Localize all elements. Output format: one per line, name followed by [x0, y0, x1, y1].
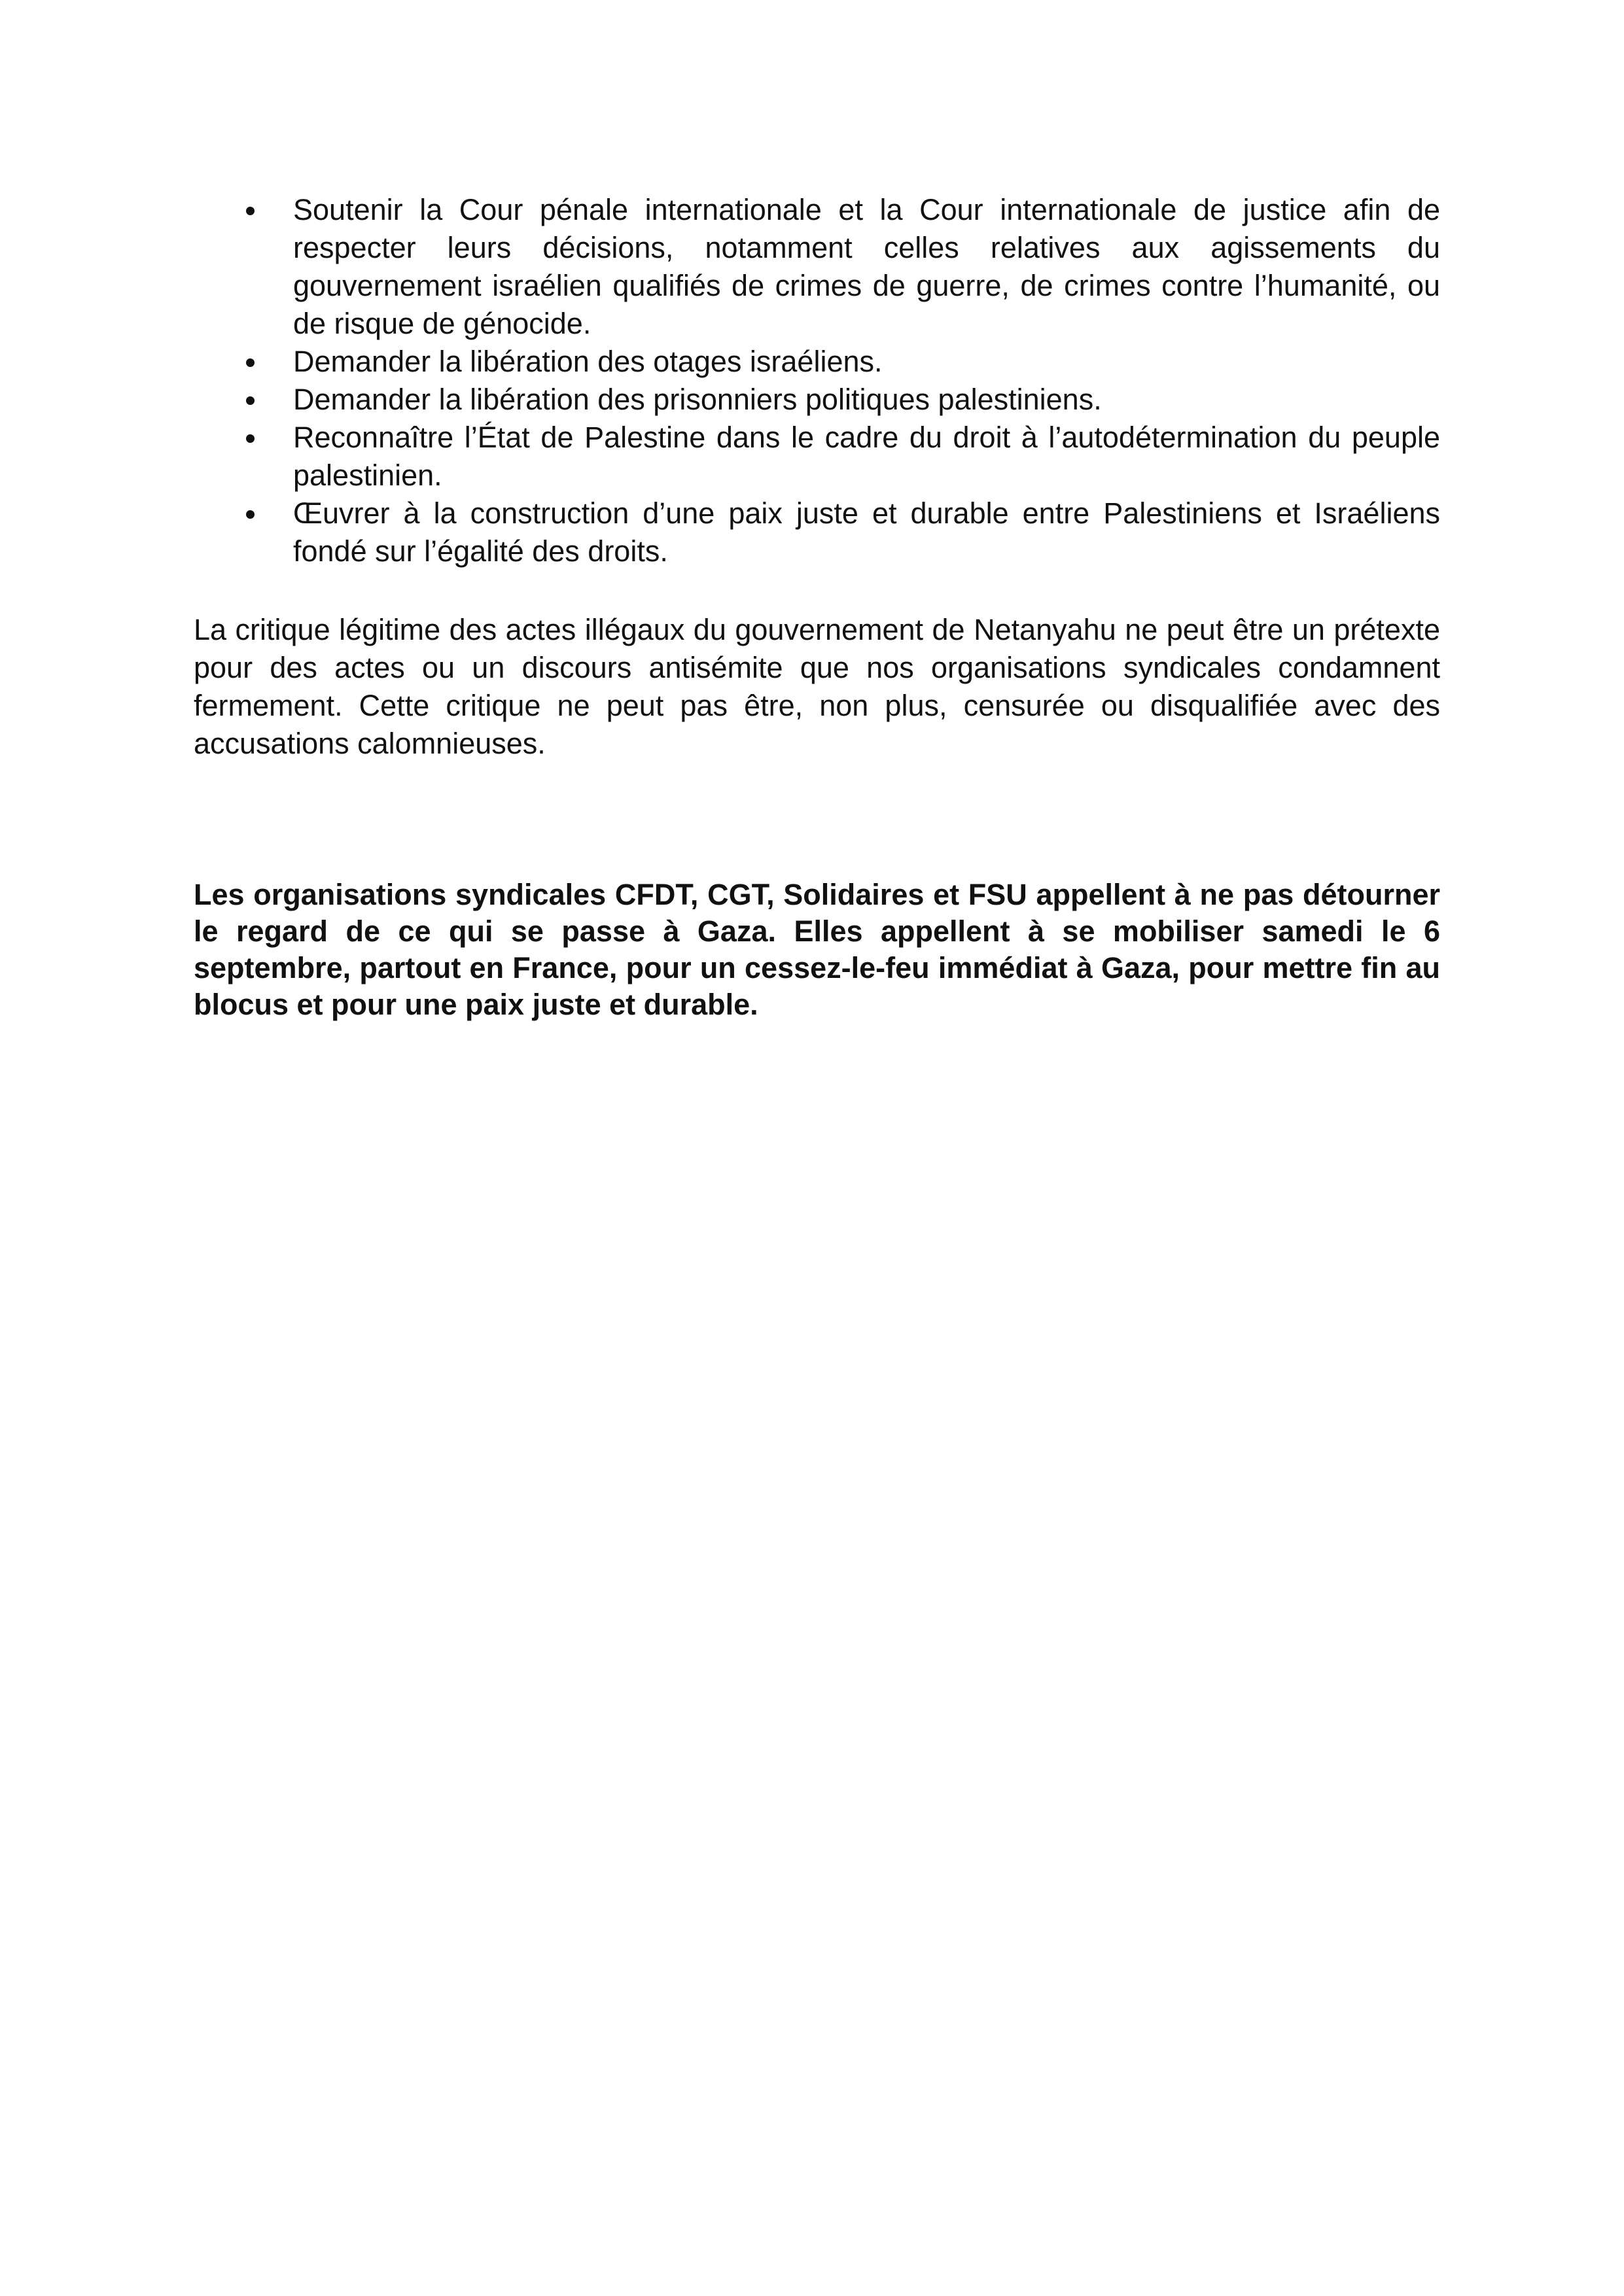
bullet-icon	[246, 396, 255, 405]
list-item-text: Soutenir la Cour pénale internationale et la Cour internationale de justice afin de respecter leurs décisions, notamment celles relatives aux agissements du gouvernement israélien qualifiés de crimes de guerre, de crimes contre l’humanité, ou de risque de génocide.	[293, 193, 1440, 340]
call-to-action-paragraph: Les organisations syndicales CFDT, CGT, Solidaires et FSU appellent à ne pas détourner le regard de ce qui se passe à Gaza. Elles appellent à se mobiliser samedi le 6 septembre, partout en France, pour un cessez-le-feu immédiat à Gaza, pour mettre fin au blocus et pour une paix juste et durable.	[194, 878, 1440, 1021]
list-item	[194, 381, 1440, 419]
bullet-icon	[246, 510, 255, 519]
list-item-text: Demander la libération des otages israéliens.	[293, 345, 883, 378]
bullet-icon	[246, 358, 255, 367]
bullet-icon	[246, 434, 255, 443]
list-item	[194, 343, 1440, 381]
list-item	[194, 495, 1440, 570]
list-item	[194, 419, 1440, 495]
list-item-text: Reconnaître l’État de Palestine dans le cadre du droit à l’autodétermination du peuple palestinien.	[293, 421, 1440, 492]
demands-list	[194, 191, 1440, 570]
list-item-text: Œuvrer à la construction d’une paix juste et durable entre Palestiniens et Israéliens fondé sur l’égalité des droits.	[293, 496, 1440, 568]
bullet-icon	[246, 207, 255, 215]
list-item	[194, 191, 1440, 343]
page-content	[194, 191, 1440, 1052]
body-paragraph: La critique légitime des actes illégaux du gouvernement de Netanyahu ne peut être un prétexte pour des actes ou un discours antisémite que nos organisations syndicales condamnent fermement. Cette critique ne peut pas être, non plus, censurée ou disqualifiée avec des accusations calomnieuses.	[194, 613, 1440, 760]
list-item-text: Demander la libération des prisonniers politiques palestiniens.	[293, 383, 1102, 416]
